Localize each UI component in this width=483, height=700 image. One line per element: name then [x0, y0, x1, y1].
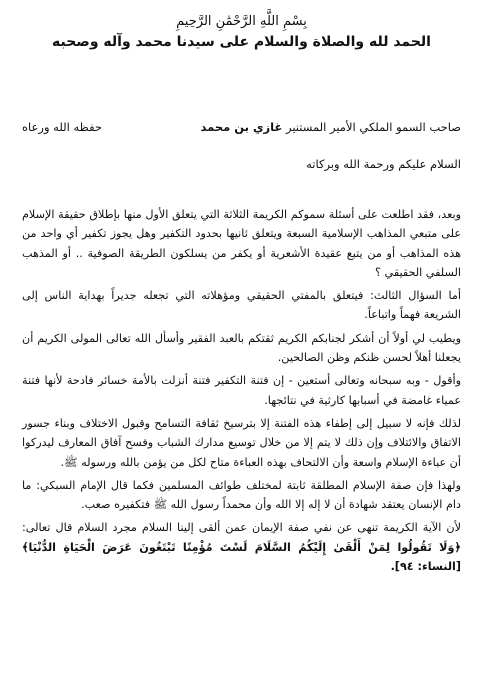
addressee-blessing: حفظه الله ورعاه: [22, 120, 103, 134]
addressee-name: غازي بن محمد: [200, 120, 283, 134]
addressee-prefix: صاحب السمو الملكي الأمير المستنير: [285, 120, 461, 134]
letter-body: [22, 205, 461, 580]
paragraph: وأقول - وبه سبحانه وتعالى أستعين - إن فتنة التكفير فتنة أنزلت بالأمة خسائر فادحة لأنها فتنة عمياء غامضة في أسبابها كارثية في نتائجها.: [22, 374, 461, 407]
paragraph: [22, 518, 461, 576]
paragraph: ولهذا فإن صفة الإسلام المطلقة ثابتة لمختلف طوائف المسلمين فكما قال الإمام السبكي: ما دام الإنسان يعتقد شهادة أن لا إله إلا الله وأن محمداً رسول الله ﷺ فتكفيره صعب.: [22, 478, 461, 512]
addressee-title: [201, 120, 461, 134]
paragraph: وبعد، فقد اطلعت على أسئلة سموكم الكريمة الثلاثة التي يتعلق الأول منها بإطلاق حقيقة الإسلام على متبعي المذاهب الإسلامية السبعة ويتعلق ثانيها بحدود التكفير وهل يجوز تكفير أي واحد من هذه المذاهب أو من يتبع عقيدة الأشعرية أو يكفر من يسلكون الطريقة الصوفية .. أو المذهب السلفي الحقيقي ؟: [22, 208, 461, 279]
paragraph: ويطيب لي أولاً أن أشكر لجنابكم الكريم ثقتكم بالعبد الفقير وأسأل الله تعالى المولى الكريم أن يجعلنا أهلاً لحسن ظنكم وظن الصالحين.: [22, 331, 461, 365]
verse-intro: لأن الآية الكريمة تنهى عن نفي صفة الإيمان عمن ألقى إلينا السلام مجرد السلام قال تعالى:: [22, 521, 461, 535]
paragraph: لذلك فإنه لا سبيل إلى إطفاء هذه الفتنة إلا بترسيخ ثقافة التسامح وقبول الاختلاف وبناء جسور الاتفاق والائتلاف وإن ذلك لا يتم إلا من خلال توسيع مدارك الشباب وفسح آفاق المعارف ليدركوا أن عباءة الإسلام واسعة وأن الالتحاف بهذه العباءة متاح لكل من يؤمن بالله ورسوله ﷺ.: [22, 416, 461, 469]
addressee-line: [22, 120, 461, 134]
basmala: بِسْمِ اللَّهِ الرَّحْمَٰنِ الرَّحِيمِ: [176, 14, 307, 29]
quran-verse: ﴿وَلَا تَقُولُوا لِمَنْ أَلْقَىٰ إِلَيْكُمُ السَّلَامَ لَسْتَ مُؤْمِنًا تَبْتَغُونَ عَرَضَ الْحَيَاةِ الدُّنْيَا﴾[النساء: ٩٤].: [22, 540, 461, 574]
greeting: السلام عليكم ورحمة الله وبركاته: [306, 157, 461, 171]
hamd-line: الحمد لله والصلاة والسلام على سيدنا محمد وآله وصحبه: [52, 34, 431, 50]
paragraph: أما السؤال الثالث: فيتعلق بالمفتي الحقيقي ومؤهلاته التي تجعله جديراً بهداية الناس إلى الشريعة فهماً واتباعاً.: [22, 289, 461, 322]
